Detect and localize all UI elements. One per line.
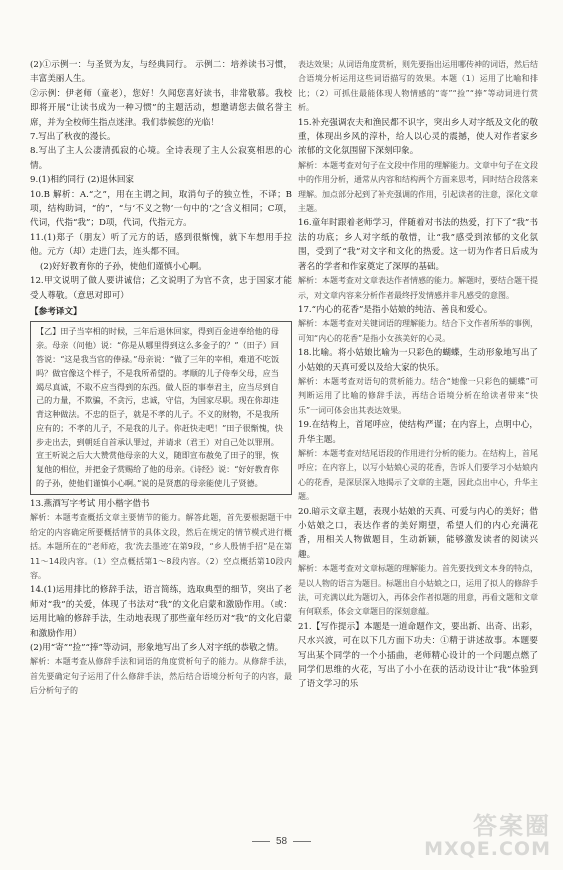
right-paragraph: 解析：本题考查对句子在文段中作用的理解能力。文章中句子在文段中的作用分析，通常从内容和结构两个方面来思考，同时结合段落来理解。加点部分起到了补充强调的作用，引起读者的注意，深化文章主题。 bbox=[298, 160, 538, 214]
footer-dash-left bbox=[252, 841, 270, 842]
right-paragraph: 解析：本题考查对文章表达作者情感的能力。解题时，要结合题干提示，对文章内容来分析作者最终抒发情感并非凡感受的意图。 bbox=[298, 276, 538, 300]
right-paragraph: 15.补充强调农夫和渔民都不识字，突出乡人对字纸及文化的敬重，体现出乡风的淳朴，给人以心灵的震撼，使人对作者家乡浓郁的文化氛围留下深刻印象。 bbox=[298, 117, 538, 157]
watermark-logo bbox=[424, 804, 555, 864]
right-paragraph: 16.童年时跟着老师学习，伴随着对书法的热爱，打下了“我”书法的功底；乡人对字纸的敬惜，让“我”感受到浓郁的文化氛围，受到了“我”对文字和文化的热爱。这一切为作者日后成为著名的学者和作家奠定了深厚的基础。 bbox=[298, 218, 538, 272]
footer-dash-right bbox=[293, 841, 311, 842]
right-paragraph: 19.在结构上，首尾呼应，使结构严谨；在内容上，点明中心，升华主题。 bbox=[298, 420, 538, 445]
left-paragraph: 12.甲文说明了做人要讲诚信；乙文说明了为官不贪，忠于国家才能受人尊敬。（意思对即可） bbox=[30, 276, 292, 301]
right-column bbox=[298, 58, 538, 692]
left-paragraph: (2)用“寄”“捡”“捧”等动词，形象地写出了乡人对字纸的恭敬之情。 bbox=[30, 642, 284, 653]
left-paragraph: 13.燕酒写字考试 用小楷字借书 bbox=[30, 498, 150, 509]
left-paragraph: 11.(1)郑子（朋友）听了元方的话，感到很惭愧，就下车想用手拉他。元方（却）走进门去，连头都不回。 bbox=[30, 232, 292, 258]
watermark-text-cn: 答案圈 bbox=[473, 812, 551, 840]
left-paragraph: 9.(1)相约同行 (2)退休回家 bbox=[30, 175, 135, 186]
left-paragraph: 8.写出了主人公凄清孤寂的心境。全诗表现了主人公寂寞相思的心情。 bbox=[30, 146, 292, 171]
watermark-text-url: MXQE.COM bbox=[424, 838, 551, 860]
right-paragraph: 解析：本题考查对关键词语的理解能力。结合下文作者所举的事例，可知“内心的花香”是指小女孩美好的心灵。 bbox=[298, 319, 538, 343]
left-paragraph: 解析：本题考查从修辞手法和词语的角度赏析句子的能力。从修辞手法，首先要确定句子运用了什么修辞手法，然后结合语境分析句子的内容，最后分析句子的 bbox=[30, 657, 292, 696]
left-paragraph: (2)好好教育你的子孙，使他们谨慎小心啊。 bbox=[40, 261, 207, 272]
right-paragraph: 18.比喻。将小姑娘比喻为一只彩色的蝴蝶，生动形象地写出了小姑娘的天真可爱以及给大家的快乐。 bbox=[298, 348, 538, 373]
right-paragraph: 解析：本题考查对结尾语段的作用进行分析的能力。在结构上，首尾呼应；在内容上，以写小姑娘心灵的花香，告诉人们要学习小姑娘内心的花香，是深层深入地揭示了文章的主题，因此点出中心，升华主题。 bbox=[298, 448, 538, 502]
left-paragraph: (2)①示例一：与圣贤为友，与经典同行。 示例二：培养读书习惯，丰富美丽人生。 bbox=[30, 60, 292, 85]
left-paragraph: ②示例：伊老师（童老），您好！久闻您喜好读书，非常敬慕。我校即将开展“让读书成为一种习惯”的主题活动，想邀请您去做名誉主席，并为全校师生指点迷津。我们恭候您的光临！ bbox=[30, 88, 292, 128]
left-paragraph: 【参考译文】 bbox=[30, 306, 82, 317]
right-paragraph: 20.暗示文章主题，表现小姑娘的天真、可爱与内心的美好；借小姑娘之口，表达作者的美好期望，希望人们的内心充满花香，用相关人物做题目，生动新颖，能够激发读者的阅读兴趣。 bbox=[298, 506, 538, 560]
left-paragraph: 解析：本题考查概括文章主要情节的能力。解答此题，首先要根据题干中给定的内容确定所要概括情节的具体文段，然后在规定的情节模式进行概括。本题所在的“老师疮，我‘洗去墨迹’在第9段，“乡人殷情手招”是在第11～14段内容。（1）空点概括第1～8段内容。（2）空点概括第10段内容。 bbox=[30, 513, 292, 580]
right-paragraph: 表达效果；从词语角度赏析，则先要指出运用哪传神的词语，然后结合语境分析运用这些词语描写的效果。本题（1）运用了比喻和排比；（2）可抓住最能体现人物情感的“寄”“捡”“捧”等动词进行赏析。 bbox=[298, 60, 538, 113]
page-number: 58 bbox=[275, 836, 288, 847]
left-paragraph: 10.B 解析：A.“之”，用在主谓之间，取消句子的独立性，不译；B项，结构助词，“的”，“与‘不义之物’一句中的‘之’含义相同；C项，代词，代指“我”；D项，代词，代指元方。 bbox=[30, 189, 292, 229]
right-paragraph: 21.【写作提示】本题是一道命题作文，要出新、出奇、出彩，尺水兴波，可在以下几方面下功夫：①精于讲述故事。本题要写出某个同学的一个小插曲，老师精心设计的一个问题点燃了同学们思维的火花，写出了小小在获的活动设计让“我”体验到了语文学习的乐 bbox=[298, 621, 538, 690]
left-column bbox=[30, 58, 292, 699]
left-paragraph: 14.(1)运用排比的修辞手法，语言简练，选取典型的细节，突出了老师对“我”的关爱，体现了书法对“我”的文化启蒙和激励作用。（或：运用比喻的修辞手法，生动地表现了那些童年经历对“我”的文化启蒙和激励作用） bbox=[30, 585, 292, 639]
left-paragraph: 【乙】田子当宰相的时候，三年后退休回家，得到百金进奉给他的母亲。母亲（问他）说：“你是从哪里得到这么多金子的？”（田子）回答说：“这是我当官的俸禄。”母亲说：“做了三年的宰相，难道不吃饭吗？做官像这个样子，不是我所希望的。孝顺的儿子侍奉父母，应当竭尽真诚，不取不应当得到的东西。做人臣的事奉君主，应当尽到自己的力量，不欺骗，不贪污，忠诚，守信，为国家尽职。现在你却违背这种做法。不忠的臣子，就是不孝的儿子。不义的财物，不是我所应有的；不孝的儿子，不是我的儿子。你赶快走吧！”田子很惭愧，快步走出去，到朝廷自首承认罪过，并请求（君王）对自己处以罪刑。宣王听说之后大大赞赏他母亲的大义，随即宣布赦免了田子的罪，恢复他的相位，并把金子赏赐给了他的母亲。《诗经》说：“好好教育你的子孙，使他们谨慎小心啊。”说的是贤惠的母亲能使儿子贤德。 bbox=[30, 321, 292, 495]
left-paragraph: 7.写出了秋夜的漫长。 bbox=[30, 132, 116, 143]
right-paragraph: 解析：本题考查对语句的赏析能力。结合“她像一只彩色的蝴蝶”可判断运用了比喻的修辞手法，再结合语境分析在给读者带来“快乐”一词可体会出其表达效果。 bbox=[298, 376, 538, 415]
right-paragraph: 17.“内心的花香”是指小姑娘的纯洁、善良和爱心。 bbox=[298, 304, 493, 315]
right-paragraph: 解析：本题考查对文章标题的理解能力。首先要找到文本身的特点，是以人物的语言为题目。标题出自小姑娘之口，运用了拟人的修辞手法，可充满以此为题切入，再体会作者拟题的用意，再看文题和文章有何联系，体会文章题目的深刻意蕴。 bbox=[298, 564, 538, 617]
